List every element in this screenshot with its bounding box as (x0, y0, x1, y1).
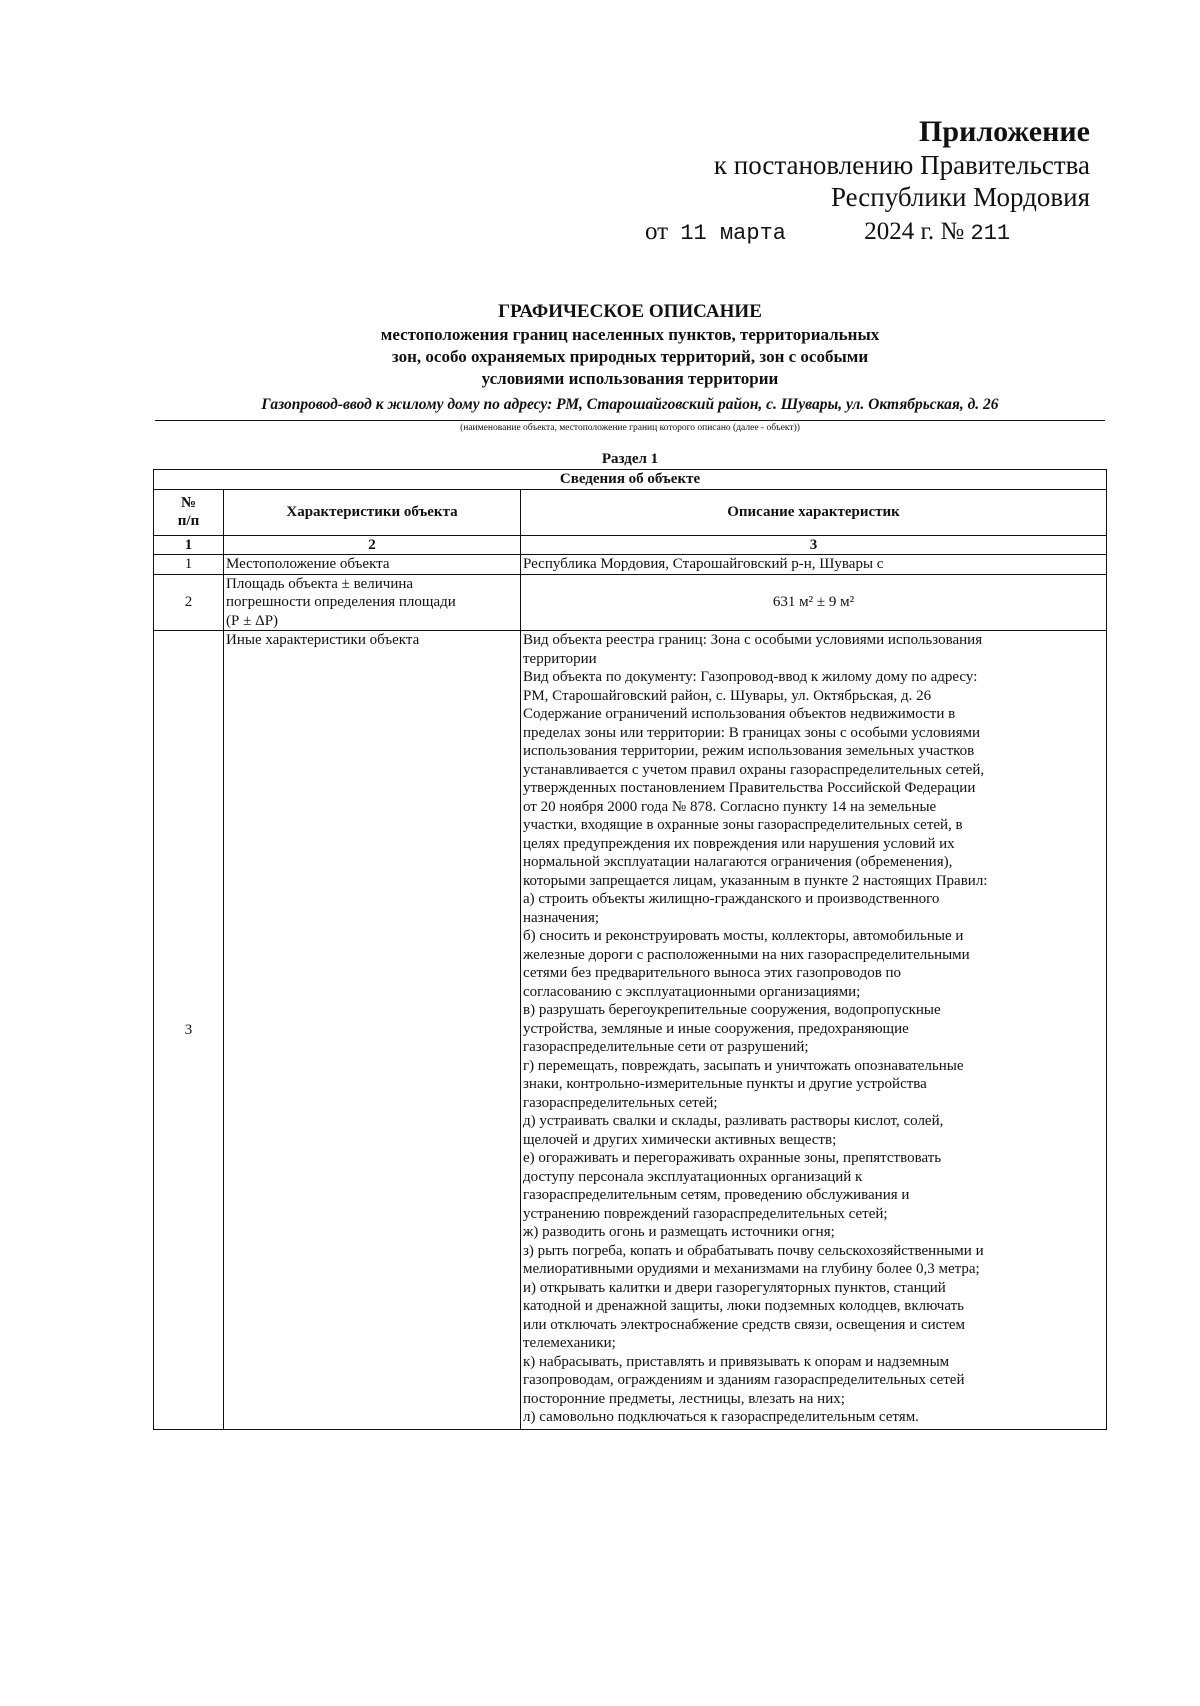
section-label: Раздел 1 (601, 451, 659, 467)
resolution-number: 211 (970, 221, 1011, 246)
row-description: Республика Мордовия, Старошайговский р-н, Шувары с (521, 555, 1107, 575)
appendix-block (714, 115, 1090, 213)
date-day: 11 марта (680, 221, 786, 246)
row-num: 1 (154, 555, 224, 575)
row-characteristic: Площадь объекта ± величина погрешности определения площади (Р ± ΔР) (224, 574, 521, 631)
header-characteristics: Характеристики объекта (224, 489, 521, 535)
header-num: № п/п (154, 489, 224, 535)
col-number: 2 (224, 535, 521, 555)
table-row (154, 555, 1107, 575)
table-row (154, 574, 1107, 631)
row-characteristic: Местоположение объекта (224, 555, 521, 575)
row-num: 3 (154, 631, 224, 1430)
appendix-line-2: Республики Мордовия (830, 182, 1090, 212)
document-heading (150, 300, 1110, 390)
row-description: 631 м² ± 9 м² (521, 574, 1107, 631)
appendix-title: Приложение (919, 115, 1090, 148)
resolution-date (645, 218, 1010, 246)
document-subtitle: местоположения границ населенных пунктов, территориальных зон, особо охраняемых природных территорий, зон с особыми условиями использования территории (380, 325, 880, 388)
col-number: 1 (154, 535, 224, 555)
header-description: Описание характеристик (521, 489, 1107, 535)
object-caption: (наименование объекта, местоположение границ которого описано (далее - объект)) (460, 423, 800, 433)
object-name-underline (155, 420, 1105, 421)
object-name: Газопровод-ввод к жилому дому по адресу: РМ, Старошайговский район, с. Шувары, ул. Октябрьская, д. 26 (261, 396, 999, 413)
date-prefix: от (645, 218, 669, 245)
row-description: Вид объекта реестра границ: Зона с особыми условиями использования территории Вид объекта по документу: Газопровод-ввод к жилому дому по адресу: РМ, Старошайговский район, с. Шувары, ул. Октябрьская, д. 26 Содержание ограничений использования объектов недвижимости в пределах зоны или территории: В границах зоны с особыми условиями использования территории, режим использования земельных участков устанавливается с учетом правил охраны газораспределительных сетей, утвержденных постановлением Правительства Российской Федерации от 20 ноября 2000 года № 878. Согласно пункту 14 на земельные участки, входящие в охранные зоны газораспределительных сетей, в целях предупреждения их повреждения или нарушения условий их нормальной эксплуатации налагаются ограничения (обременения), которыми запрещается лицам, указанным в пункте 2 настоящих Правил: а) строить объекты жилищно-гражданского и производственного назначения; б) сносить и реконструировать мосты, коллекторы, автомобильные и железные дороги с расположенными на них газораспределительными сетями без предварительного выноса этих газопроводов по согласованию с эксплуатационными организациями; в) разрушать берегоукрепительные сооружения, водопропускные устройства, земляные и иные сооружения, предохраняющие газораспределительные сети от разрушений; г) перемещать, повреждать, засыпать и уничтожать опознавательные знаки, контрольно-измерительные пункты и другие устройства газораспределительных сетей; д) устраивать свалки и склады, разливать растворы кислот, солей, щелочей и других химически активных веществ; е) огораживать и перегораживать охранные зоны, препятствовать доступу персонала эксплуатационных организаций к газораспределительным сетям, проведению обслуживания и устранению повреждений газораспределительных сетей; ж) разводить огонь и размещать источники огня; з) рыть погреба, копать и обрабатывать почву сельскохозяйственными и мелиоративными орудиями и механизмами на глубину более 0,3 метра; и) открывать калитки и двери газорегуляторных пунктов, станций катодной и дренажной защиты, люки подземных колодцев, включать или отключать электроснабжение средств связи, освещения и систем телемеханики; к) набрасывать, приставлять и привязывать к опорам и надземным газопроводам, ограждениям и зданиям газораспределительных сетей посторонние предметы, лестницы, влезать на них; л) самовольно подключаться к газораспределительным сетям. (521, 631, 1107, 1430)
table-title: Сведения об объекте (154, 470, 1107, 490)
col-number: 3 (521, 535, 1107, 555)
appendix-line-1: к постановлению Правительства (713, 150, 1090, 180)
date-year: 2024 г. № (864, 218, 965, 245)
object-info-table (153, 469, 1107, 1430)
table-row (154, 631, 1107, 1430)
document-title: ГРАФИЧЕСКОЕ ОПИСАНИЕ (498, 301, 762, 322)
row-num: 2 (154, 574, 224, 631)
row-characteristic: Иные характеристики объекта (224, 631, 521, 1430)
